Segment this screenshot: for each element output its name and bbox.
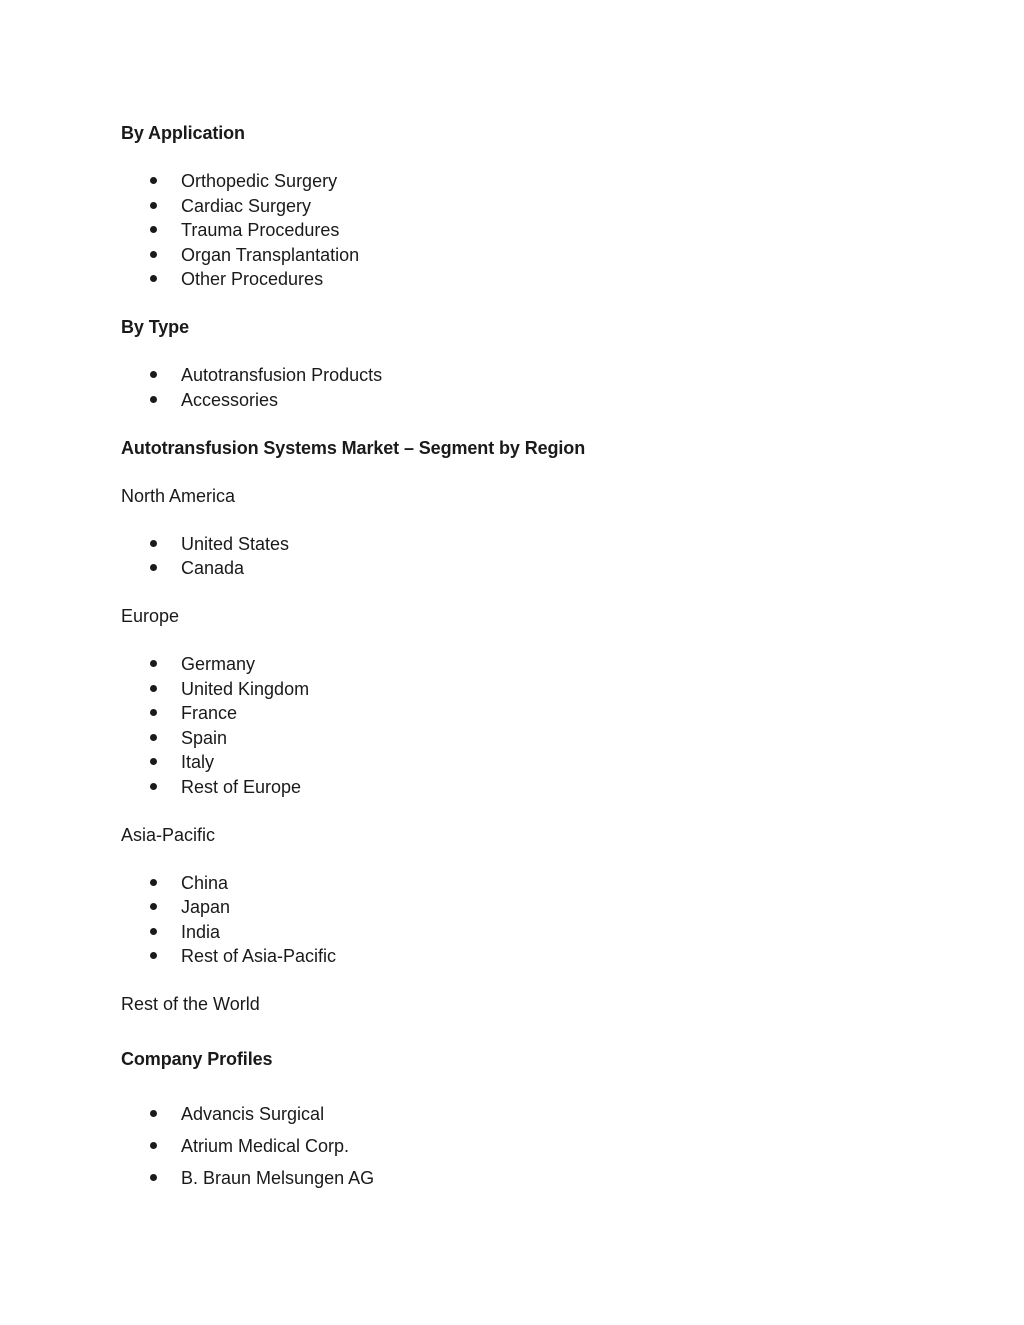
list-item-label: Advancis Surgical	[181, 1104, 325, 1124]
list-item-label: France	[181, 703, 238, 723]
list-item	[0, 1166, 600, 1190]
heading-segment-by-region: Autotransfusion Systems Market – Segment by Region	[121, 438, 586, 458]
list-item-label: Canada	[181, 558, 245, 578]
list-item	[0, 243, 600, 267]
bullet-icon	[150, 177, 157, 184]
list-item	[0, 944, 600, 968]
list-item-label: Organ Transplantation	[181, 245, 360, 265]
list-item-label: Rest of Europe	[181, 777, 302, 797]
list-item	[0, 532, 600, 556]
list-item-label: Italy	[181, 752, 215, 772]
region-label-rest-of-world: Rest of the World	[121, 994, 260, 1014]
list-item	[0, 895, 600, 919]
list-item-label: Other Procedures	[181, 269, 324, 289]
list-item	[0, 169, 600, 193]
list-item	[0, 218, 600, 242]
bullet-icon	[150, 709, 157, 716]
bullet-icon	[150, 734, 157, 741]
heading-by-application: By Application	[121, 123, 245, 143]
list-item-label: Orthopedic Surgery	[181, 171, 338, 191]
list-item	[0, 363, 600, 387]
bullet-icon	[150, 928, 157, 935]
list-item	[0, 701, 600, 725]
list-item-label: China	[181, 873, 229, 893]
bullet-icon	[150, 903, 157, 910]
bullet-icon	[150, 879, 157, 886]
list-item	[0, 726, 600, 750]
list-item-label: India	[181, 922, 221, 942]
bullet-icon	[150, 758, 157, 765]
list-item	[0, 388, 600, 412]
list-item	[0, 194, 600, 218]
list-item	[0, 1102, 600, 1126]
bullet-icon	[150, 685, 157, 692]
bullet-icon	[150, 660, 157, 667]
list-item-label: United States	[181, 534, 290, 554]
list-item-label: Atrium Medical Corp.	[181, 1136, 350, 1156]
bullet-icon	[150, 226, 157, 233]
bullet-icon	[150, 1142, 157, 1149]
region-label-asia-pacific: Asia-Pacific	[121, 825, 216, 845]
bullet-icon	[150, 1174, 157, 1181]
region-label-europe: Europe	[121, 606, 180, 626]
list-item	[0, 652, 600, 676]
bullet-icon	[150, 783, 157, 790]
list-item-label: Japan	[181, 897, 231, 917]
list-item-label: B. Braun Melsungen AG	[181, 1168, 375, 1188]
heading-company-profiles: Company Profiles	[121, 1049, 273, 1069]
list-item	[0, 1134, 600, 1158]
list-item	[0, 267, 600, 291]
list-item-label: Spain	[181, 728, 228, 748]
list-item	[0, 775, 600, 799]
bullet-icon	[150, 371, 157, 378]
list-item	[0, 556, 600, 580]
list-item-label: Rest of Asia-Pacific	[181, 946, 337, 966]
bullet-icon	[150, 564, 157, 571]
list-item	[0, 920, 600, 944]
list-item-label: Trauma Procedures	[181, 220, 340, 240]
list-item-label: United Kingdom	[181, 679, 310, 699]
list-item	[0, 750, 600, 774]
region-label-north-america: North America	[121, 486, 236, 506]
list-item	[0, 871, 600, 895]
bullet-icon	[150, 1110, 157, 1117]
bullet-icon	[150, 202, 157, 209]
bullet-icon	[150, 275, 157, 282]
heading-by-type: By Type	[121, 317, 189, 337]
list-item-label: Germany	[181, 654, 256, 674]
list-item-label: Cardiac Surgery	[181, 196, 312, 216]
list-item-label: Autotransfusion Products	[181, 365, 383, 385]
list-item-label: Accessories	[181, 390, 279, 410]
list-item	[0, 677, 600, 701]
bullet-icon	[150, 396, 157, 403]
bullet-icon	[150, 251, 157, 258]
bullet-icon	[150, 952, 157, 959]
bullet-icon	[150, 540, 157, 547]
